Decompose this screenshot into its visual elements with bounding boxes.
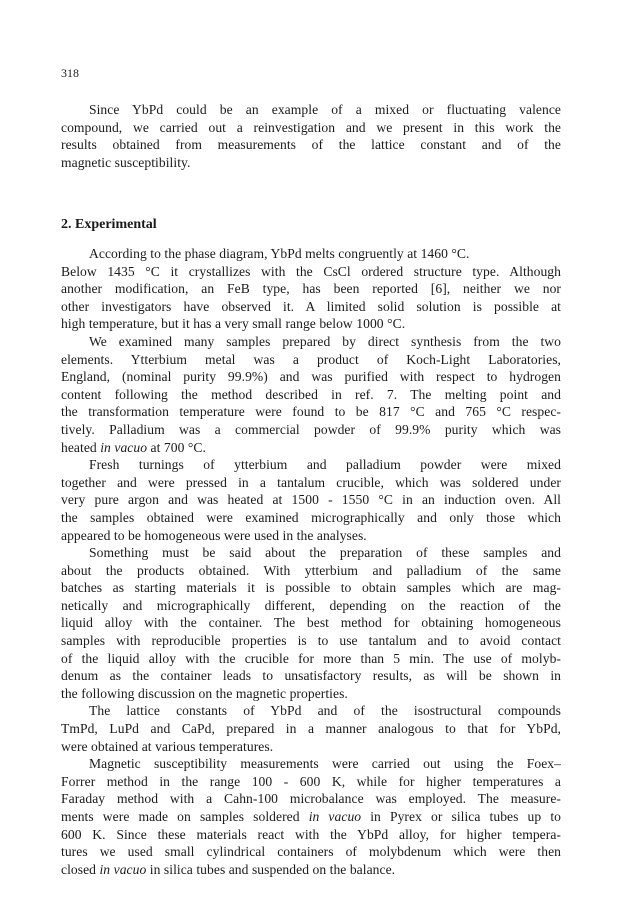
italic-phrase-container: closed in vacuo in silica tubes and suspended on the balance. (61, 861, 396, 877)
italic-phrase: in vacuo (308, 809, 362, 824)
text-line: results obtained from measurements of the lattice constant and of the (61, 137, 561, 153)
text-line: high temperature, but it has a very small range below 1000 °C. (61, 316, 406, 332)
text-line: magnetic susceptibility. (61, 154, 191, 170)
text-line: very pure argon and was heated at 1500 - 1550 °C in an induction oven. All (61, 492, 561, 508)
text-line: together and were pressed in a tantalum crucible, which was soldered under (61, 474, 561, 490)
text-line: appeared to be homogeneous were used in the analyses. (61, 527, 367, 543)
text-line: denum as the container leads to unsatisfactory results, as will be shown in (61, 668, 561, 684)
page-number: 318 (61, 66, 79, 80)
text-line: the following discussion on the magnetic properties. (61, 685, 348, 701)
italic-phrase: in vacuo (99, 861, 147, 877)
text-line: about the products obtained. With ytterbium and palladium of the same (61, 562, 561, 578)
text-line: of the liquid alloy with the crucible for more than 5 min. The use of molyb- (61, 650, 561, 666)
section-heading: 2. Experimental (61, 217, 157, 232)
text-line: content following the method described in ref. 7. The melting point and (61, 386, 561, 402)
text-line (61, 861, 561, 879)
text-line: were obtained at various temperatures. (61, 738, 274, 754)
text-line: tures we used small cylindrical containers of molybdenum which were then (61, 844, 561, 860)
text-line: Magnetic susceptibility measurements were carried out using the Foex– (89, 756, 561, 772)
text-line: tively. Palladium was a commercial powder of 99.9% purity which was (61, 421, 561, 437)
italic-phrase: in vacuo (100, 439, 148, 455)
text-line: netically and micrographically different, depending on the reaction of the (61, 597, 561, 613)
text-line: batches as starting materials it is possible to obtain samples which are mag- (61, 580, 561, 596)
text-line: samples with reproducible properties is to use tantalum and to avoid contact (61, 633, 561, 649)
text-line: Since YbPd could be an example of a mixed or fluctuating valence (89, 102, 561, 117)
text-line (61, 808, 561, 826)
text-line (61, 439, 561, 457)
text-line: We examined many samples prepared by direct synthesis from the two (89, 333, 561, 349)
text-line: the transformation temperature were found to be 817 °C and 765 °C respec- (61, 404, 561, 420)
text-line: TmPd, LuPd and CaPd, prepared in a manner analogous to that for YbPd, (61, 721, 561, 737)
text-line: England, (nominal purity 99.9%) and was purified with respect to hydrogen (61, 369, 561, 385)
italic-phrase-container: heated in vacuo at 700 °C. (61, 439, 206, 455)
text-line: other investigators have observed it. A limited solid solution is possible at (61, 298, 561, 314)
experimental-body (61, 245, 561, 878)
text-line: Faraday method with a Cahn-100 microbalance was employed. The measure- (61, 791, 561, 807)
intro-paragraph (61, 101, 561, 171)
text-line: Forrer method in the range 100 - 600 K, while for higher temperatures a (61, 773, 561, 789)
text-line: According to the phase diagram, YbPd melts congruently at 1460 °C. (89, 246, 470, 261)
text-line: another modification, an FeB type, has been reported [6], neither we nor (61, 281, 561, 297)
text-line: 600 K. Since these materials react with the YbPd alloy, for higher tempera- (61, 826, 561, 842)
text-line: The lattice constants of YbPd and of the isostructural compounds (89, 703, 561, 719)
text-line: compound, we carried out a reinvestigation and we present in this work the (61, 119, 561, 135)
italic-phrase-container: ments were made on samples soldered in vacuo in Pyrex or silica tubes up to (61, 809, 561, 824)
text-line: elements. Ytterbium metal was a product of Koch-Light Laboratories, (61, 351, 561, 367)
text-line: Below 1435 °C it crystallizes with the CsCl ordered structure type. Although (61, 263, 561, 279)
text-line: the samples obtained were examined micrographically and only those which (61, 509, 561, 525)
text-line: Something must be said about the preparation of these samples and (89, 545, 561, 561)
text-line: liquid alloy with the container. The best method for obtaining homogeneous (61, 615, 561, 631)
text-line: Fresh turnings of ytterbium and palladium powder were mixed (89, 457, 561, 473)
